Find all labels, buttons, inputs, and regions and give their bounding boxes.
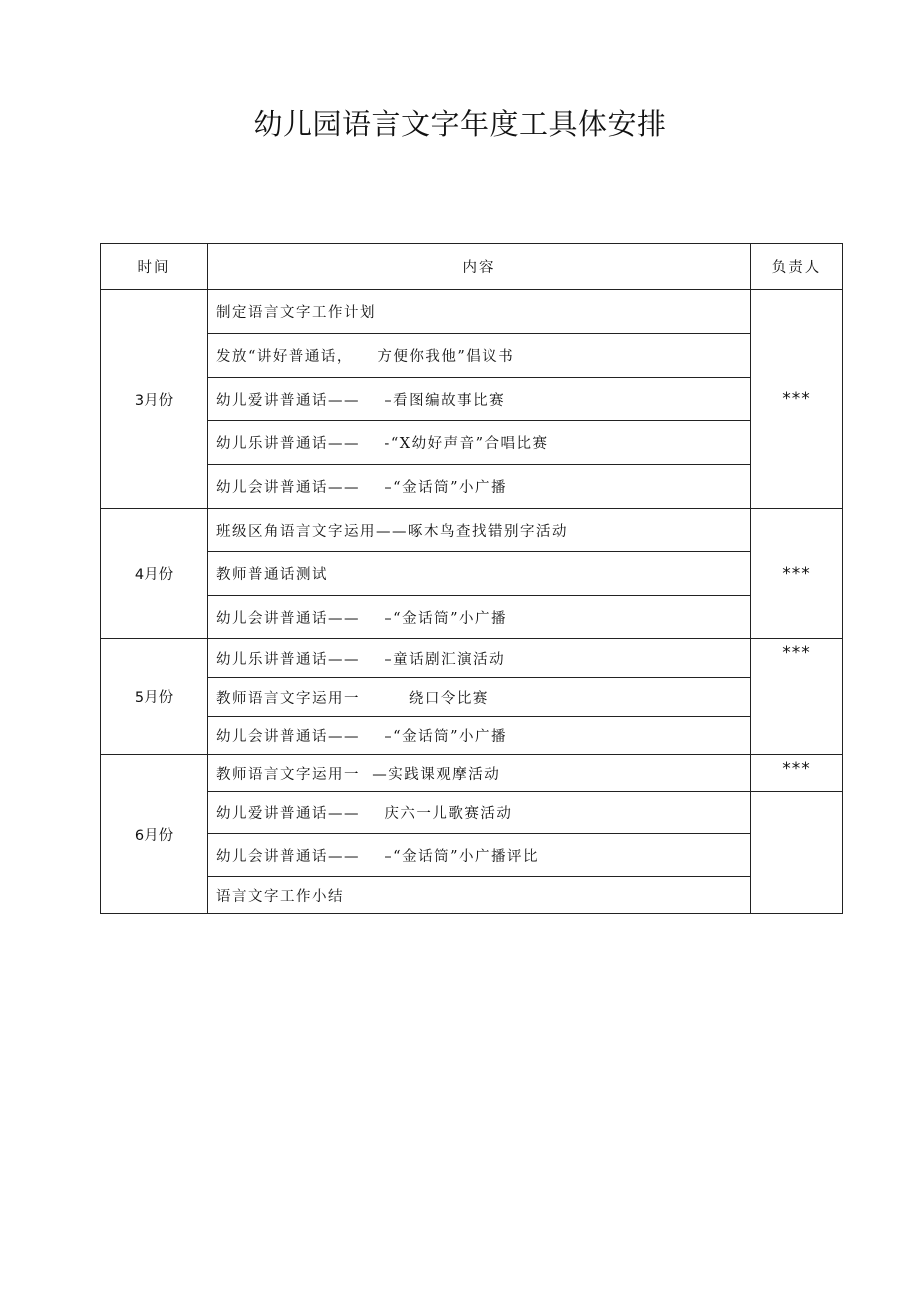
content-cell: 幼儿会讲普通话—— –“金话筒”小广播评比 [208,834,751,877]
content-cell: 班级区角语言文字运用——啄木鸟查找错别字活动 [208,509,751,552]
page-title: 幼儿园语言文字年度工具体安排 [253,107,667,141]
content-cell: 幼儿乐讲普通话—— –童话剧汇演活动 [208,639,751,678]
person-cell-empty [751,792,843,914]
table-row [101,792,843,834]
table-row [101,552,843,596]
header-person: 负责人 [751,244,843,290]
table-row [101,639,843,678]
month-cell: 4月份 [101,509,208,639]
content-cell: 制定语言文字工作计划 [208,290,751,334]
content-cell: 幼儿会讲普通话—— –“金话筒”小广播 [208,465,751,509]
table-header-row [101,244,843,290]
table-row [101,421,843,465]
content-cell: 语言文字工作小结 [208,877,751,914]
content-cell: 幼儿爱讲普通话—— –看图编故事比赛 [208,378,751,421]
table-row [101,509,843,552]
table-row [101,290,843,334]
content-cell: 幼儿爱讲普通话—— 庆六一儿歌赛活动 [208,792,751,834]
content-cell: 幼儿会讲普通话—— –“金话筒”小广播 [208,596,751,639]
table-row [101,334,843,378]
person-cell: *** [751,639,843,755]
person-cell: *** [751,755,843,792]
month-cell: 6月份 [101,755,208,914]
person-cell: *** [751,509,843,639]
table-row [101,755,843,792]
table-row [101,596,843,639]
content-cell: 教师语言文字运用一 绕口令比赛 [208,678,751,717]
schedule-table [100,243,843,914]
month-cell: 5月份 [101,639,208,755]
table-row [101,877,843,914]
table-row [101,465,843,509]
table-row [101,678,843,717]
content-cell: 教师普通话测试 [208,552,751,596]
content-cell: 幼儿会讲普通话—— –“金话筒”小广播 [208,717,751,755]
header-content: 内容 [208,244,751,290]
header-time: 时间 [101,244,208,290]
person-cell: *** [751,290,843,509]
month-cell: 3月份 [101,290,208,509]
table-row [101,717,843,755]
content-cell: 教师语言文字运用一 —实践课观摩活动 [208,755,751,792]
table-row [101,378,843,421]
content-cell: 幼儿乐讲普通话—— -“X幼好声音”合唱比赛 [208,421,751,465]
table-row [101,834,843,877]
content-cell: 发放“讲好普通话， 方便你我他”倡议书 [208,334,751,378]
